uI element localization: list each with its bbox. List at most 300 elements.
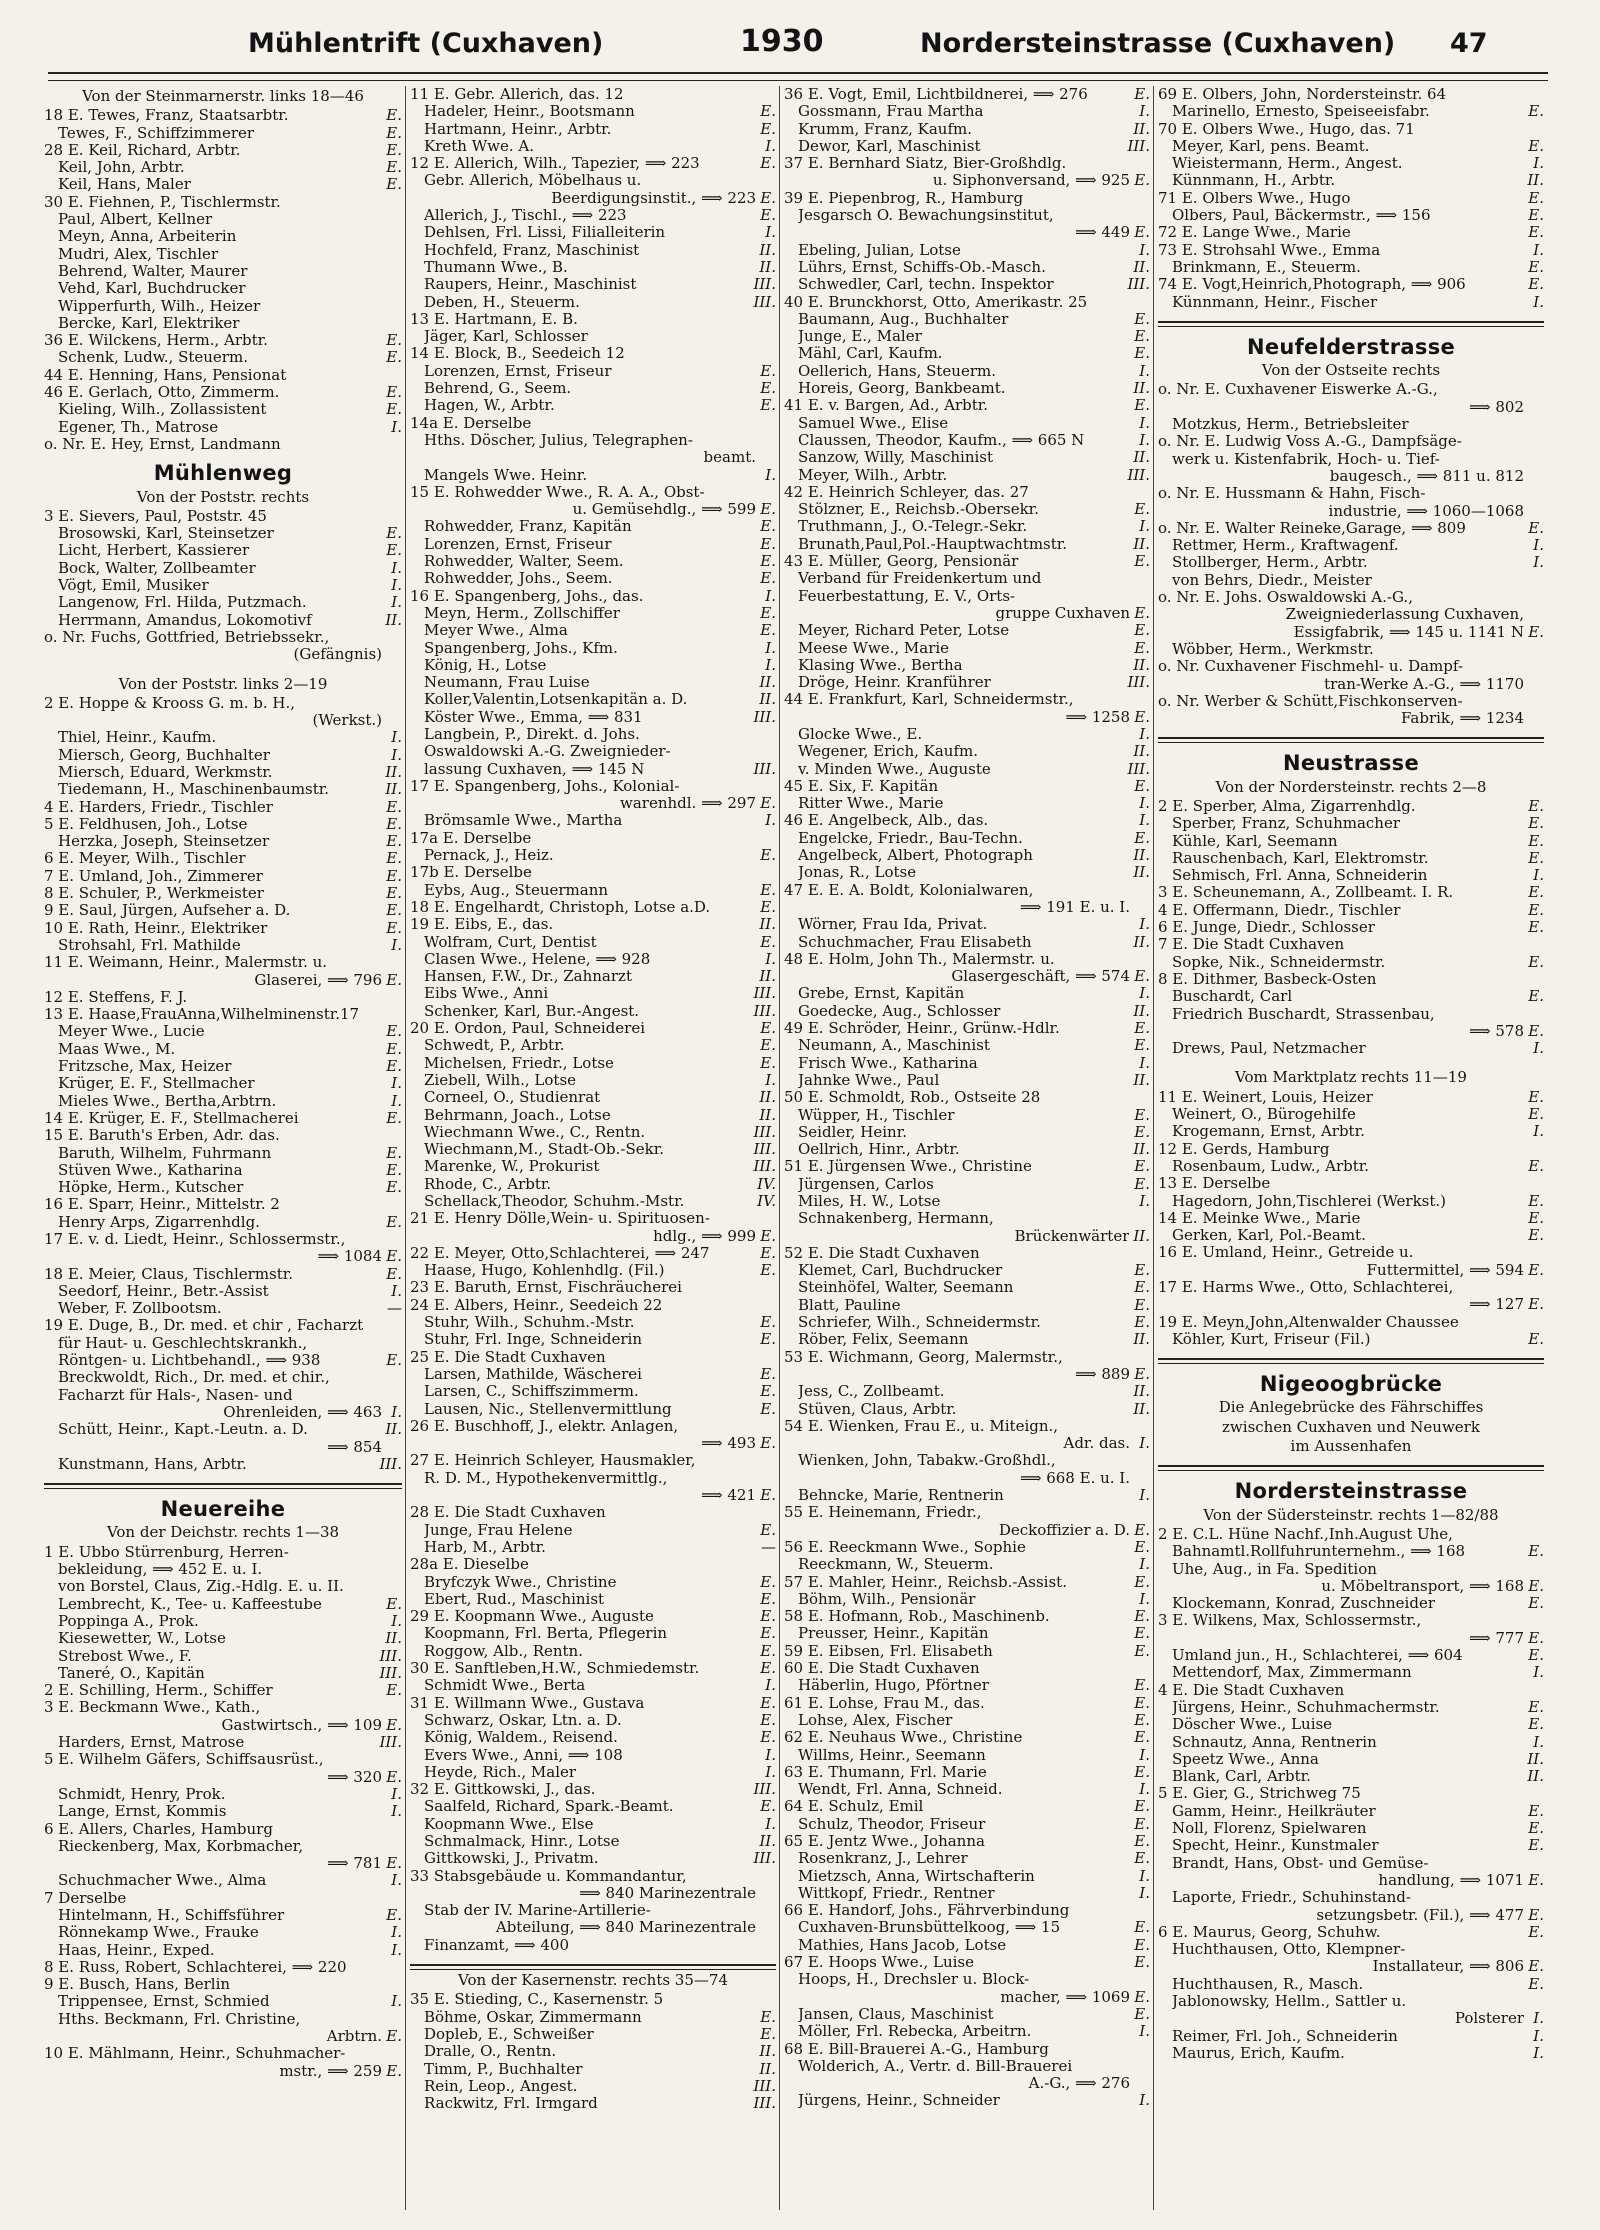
directory-entry: [410, 726, 776, 743]
floor-marker: II.: [759, 1105, 776, 1124]
floor-marker: [382, 1959, 402, 1976]
directory-entry: [1158, 121, 1544, 138]
directory-entry: [44, 1682, 402, 1699]
directory-entry: [784, 484, 1150, 501]
directory-entry: [410, 812, 776, 829]
floor-marker: I.: [765, 1676, 776, 1695]
directory-entry: [410, 1366, 776, 1383]
entry-text: Mieles Wwe., Bertha,Arbtrn.: [58, 1092, 277, 1110]
floor-marker: [382, 695, 402, 712]
directory-entry: [410, 1902, 776, 1919]
directory-entry: [410, 207, 776, 224]
directory-entry: [784, 1435, 1150, 1452]
entry-text: Frisch Wwe., Katharina: [798, 1054, 978, 1072]
directory-entry: [1158, 294, 1544, 311]
directory-entry: [44, 972, 402, 989]
entry-text: Blatt, Pauline: [798, 1296, 901, 1314]
floor-marker: E.: [760, 1399, 776, 1418]
directory-entry: [1158, 1647, 1544, 1664]
entry-text: ⟹ 421: [701, 1487, 756, 1505]
directory-entry: [784, 2006, 1150, 2023]
directory-entry: [1158, 1040, 1544, 1057]
floor-marker: [382, 1196, 402, 1213]
entry-text: Dopleb, E., Schweißer: [424, 2025, 594, 2043]
floor-marker: [382, 1231, 402, 1248]
floor-marker: E.: [760, 1261, 776, 1280]
entry-text: 67 E. Hoops Wwe., Luise: [784, 1954, 974, 1972]
directory-entry: [784, 467, 1150, 484]
directory-entry: [410, 138, 776, 155]
directory-entry: [410, 1279, 776, 1296]
entry-text: Spangenberg, Johs., Kfm.: [424, 639, 618, 657]
directory-entry: [410, 501, 776, 518]
floor-marker: [756, 415, 776, 432]
entry-text: Stuhr, Wilh., Schuhm.-Mstr.: [424, 1314, 635, 1332]
entry-text: 5 E. Feldhusen, Joh., Lotse: [44, 815, 248, 833]
section-subheading: Von der Ostseite rechts: [1261, 361, 1441, 380]
floor-marker: I.: [1139, 1866, 1150, 1885]
entry-text: (Gefängnis): [293, 646, 382, 664]
directory-entry: [44, 2011, 402, 2028]
entry-text: Glasergeschäft, ⟹ 574: [951, 968, 1130, 986]
directory-entry: [410, 1885, 776, 1902]
directory-entry: [1158, 902, 1544, 919]
directory-entry: [44, 1578, 402, 1595]
floor-marker: E.: [1528, 1628, 1544, 1647]
floor-marker: E.: [760, 1728, 776, 1747]
entry-text: Bercke, Karl, Elektriker: [58, 314, 240, 332]
floor-marker: [1524, 433, 1544, 450]
floor-marker: [382, 1335, 402, 1352]
entry-text: 24 E. Albers, Heinr., Seedeich 22: [410, 1296, 663, 1314]
directory-entry: [784, 1625, 1150, 1642]
section-rule: [1158, 1465, 1544, 1471]
floor-marker: E.: [386, 901, 402, 920]
entry-text: Angelbeck, Albert, Photograph: [798, 847, 1033, 865]
floor-marker: [382, 280, 402, 297]
floor-marker: E.: [760, 1693, 776, 1712]
entry-text: von Borstel, Claus, Zig.-Hdlg. E. u. II.: [58, 1578, 344, 1596]
floor-marker: [1524, 381, 1544, 398]
street-heading: Nigeoogbrücke: [1259, 1372, 1443, 1397]
entry-text: Rein, Leop., Angest.: [424, 2077, 578, 2095]
directory-entry: [44, 315, 402, 332]
entry-text: Hintelmann, H., Schiffsführer: [58, 1906, 285, 1924]
entry-text: 11 E. Weinert, Louis, Heizer: [1158, 1088, 1373, 1106]
directory-entry: [1158, 1175, 1544, 1192]
entry-text: Vehd, Karl, Buchdrucker: [58, 280, 246, 298]
directory-entry: [410, 864, 776, 881]
floor-marker: [756, 311, 776, 328]
entry-text: 56 E. Reeckmann Wwe., Sophie: [784, 1538, 1026, 1556]
floor-marker: E.: [386, 884, 402, 903]
entry-text: 54 E. Wienken, Frau E., u. Miteign.,: [784, 1417, 1059, 1435]
directory-entry: [44, 419, 402, 436]
page-header: [40, 18, 1560, 72]
directory-entry: [410, 1747, 776, 1764]
floor-marker: E.: [1134, 396, 1150, 415]
entry-text: 2 E. C.L. Hüne Nachf.,Inh.August Uhe,: [1158, 1525, 1453, 1543]
floor-marker: I.: [1139, 413, 1150, 432]
entry-text: Motzkus, Herm., Betriebsleiter: [1172, 416, 1409, 434]
entry-text: Gittkowski, J., Privatm.: [424, 1850, 599, 1868]
entry-text: Thiel, Heinr., Kaufm.: [58, 729, 217, 747]
spacer: [1158, 1057, 1544, 1067]
directory-entry: [1158, 1941, 1544, 1958]
entry-text: Lausen, Nic., Stellenvermittlung: [424, 1400, 672, 1418]
floor-marker: [1130, 951, 1150, 968]
directory-entry: [410, 1383, 776, 1400]
entry-text: 47 E. E. A. Boldt, Kolonialwaren,: [784, 881, 1034, 899]
floor-marker: [756, 1504, 776, 1521]
entry-text: 23 E. Baruth, Ernst, Fischräucherei: [410, 1279, 682, 1297]
floor-marker: E.: [1528, 1021, 1544, 1040]
entry-text: Huchthausen, R., Masch.: [1172, 1975, 1364, 1993]
floor-marker: [1524, 86, 1544, 103]
entry-text: Gebr. Allerich, Möbelhaus u.: [424, 172, 642, 190]
directory-entry: [1158, 850, 1544, 867]
entry-text: Stüven Wwe., Katharina: [58, 1161, 243, 1179]
floor-marker: [382, 246, 402, 263]
entry-text: Glocke Wwe., E.: [798, 725, 923, 743]
directory-entry: [410, 1539, 776, 1556]
directory-entry: [44, 1023, 402, 1040]
directory-entry: [44, 176, 402, 193]
floor-marker: [1130, 1902, 1150, 1919]
entry-text: 44 E. Henning, Hans, Pensionat: [44, 366, 287, 384]
entry-text: Umland jun., H., Schlachterei, ⟹ 604: [1172, 1647, 1463, 1665]
floor-marker: [1524, 676, 1544, 693]
entry-text: Jahnke Wwe., Paul: [798, 1071, 940, 1089]
entry-text: 39 E. Piepenbrog, R., Hamburg: [784, 189, 1024, 207]
street-heading: Neuereihe: [160, 1497, 286, 1522]
directory-entry: [410, 1210, 776, 1227]
entry-text: ⟹ 1258: [1065, 708, 1130, 726]
floor-marker: [1524, 658, 1544, 675]
floor-marker: E.: [760, 206, 776, 225]
entry-text: Blank, Carl, Arbtr.: [1172, 1768, 1311, 1786]
entry-text: tran-Werke A.-G., ⟹ 1170: [1324, 675, 1524, 693]
directory-entry: [410, 553, 776, 570]
directory-entry: [784, 345, 1150, 362]
floor-marker: I.: [391, 728, 402, 747]
directory-entry: [784, 691, 1150, 708]
floor-marker: II.: [1133, 932, 1150, 951]
entry-text: Klasing Wwe., Bertha: [798, 656, 963, 674]
floor-marker: E.: [1528, 1329, 1544, 1348]
directory-entry: [44, 1006, 402, 1023]
entry-text: Taneré, O., Kapitän: [58, 1664, 205, 1682]
entry-text: 63 E. Thumann, Frl. Marie: [784, 1763, 987, 1781]
directory-entry: [44, 868, 402, 885]
directory-entry: [784, 1798, 1150, 1815]
directory-entry: [1158, 624, 1544, 641]
entry-text: Abteilung, ⟹ 840 Marinezentrale: [495, 1919, 756, 1937]
directory-entry: [784, 899, 1150, 916]
floor-marker: I.: [1533, 292, 1544, 311]
directory-entry: [784, 1158, 1150, 1175]
directory-entry: [784, 622, 1150, 639]
entry-text: 29 E. Koopmann Wwe., Auguste: [410, 1608, 654, 1626]
entry-text: Meyer, Karl, pens. Beamt.: [1172, 137, 1370, 155]
entry-text: Laporte, Friedr., Schuhinstand-: [1172, 1889, 1411, 1907]
directory-entry: [1158, 103, 1544, 120]
directory-entry: [784, 570, 1150, 587]
entry-text: 27 E. Heinrich Schleyer, Hausmakler,: [410, 1452, 696, 1470]
entry-text: Ohrenleiden, ⟹ 463: [223, 1403, 382, 1421]
floor-marker: [382, 1006, 402, 1023]
entry-text: 36 E. Wilckens, Herm., Arbtr.: [44, 332, 268, 350]
floor-marker: E.: [1528, 1819, 1544, 1838]
floor-marker: E.: [760, 2024, 776, 2043]
floor-marker: E.: [1134, 2004, 1150, 2023]
floor-marker: E.: [1528, 518, 1544, 537]
entry-text: Behrend, Walter, Maurer: [58, 262, 248, 280]
entry-text: Jesgarsch O. Bewachungsinstitut,: [798, 207, 1054, 225]
floor-marker: E.: [1528, 1542, 1544, 1561]
entry-text: Sperber, Franz, Schuhmacher: [1172, 815, 1401, 833]
directory-entry: [784, 224, 1150, 241]
entry-text: Futtermittel, ⟹ 594: [1366, 1261, 1524, 1279]
floor-marker: [1130, 1470, 1150, 1487]
directory-entry: [1158, 2028, 1544, 2045]
entry-text: 11 E. Gebr. Allerich, das. 12: [410, 86, 624, 103]
floor-marker: [1130, 1349, 1150, 1366]
entry-text: Engelcke, Friedr., Bau-Techn.: [798, 829, 1023, 847]
entry-text: o. Nr. E. Hussmann & Hahn, Fisch-: [1158, 485, 1426, 503]
directory-entry: [410, 380, 776, 397]
entry-text: 45 E. Six, F. Kapitän: [784, 777, 939, 795]
floor-marker: E.: [1134, 603, 1150, 622]
directory-entry: [44, 228, 402, 245]
floor-marker: [1130, 691, 1150, 708]
directory-entry: [44, 1838, 402, 1855]
entry-text: 8 E. Russ, Robert, Schlachterei, ⟹ 220: [44, 1958, 347, 1976]
directory-entry: [1158, 1526, 1544, 1543]
directory-entry: [410, 518, 776, 535]
floor-marker: II.: [1133, 1330, 1150, 1349]
entry-text: Krogemann, Ernst, Arbtr.: [1172, 1123, 1365, 1141]
section-rule: [410, 1964, 776, 1970]
entry-text: 16 E. Umland, Heinr., Getreide u.: [1158, 1244, 1414, 1262]
spacer: [44, 664, 402, 674]
directory-entry: [44, 577, 402, 594]
floor-marker: I.: [1139, 517, 1150, 536]
floor-marker: E.: [1134, 828, 1150, 847]
directory-entry: [784, 1141, 1150, 1158]
floor-marker: I.: [1139, 915, 1150, 934]
entry-text: 25 E. Die Stadt Cuxhaven: [410, 1348, 606, 1366]
floor-marker: [1524, 1006, 1544, 1023]
directory-entry: [410, 1331, 776, 1348]
directory-entry: [1158, 207, 1544, 224]
floor-marker: [1524, 451, 1544, 468]
floor-marker: E.: [760, 379, 776, 398]
entry-text: Stüven, Claus, Arbtr.: [798, 1400, 957, 1418]
floor-marker: E.: [386, 832, 402, 851]
directory-entry: [784, 1418, 1150, 1435]
floor-marker: [1524, 1314, 1544, 1331]
directory-entry: [410, 467, 776, 484]
directory-entry: [1158, 451, 1544, 468]
header-left-street: Mühlentrift (Cuxhaven): [248, 28, 604, 59]
directory-entry: [1158, 433, 1544, 450]
directory-entry: [784, 1937, 1150, 1954]
entry-text: Wöbber, Herm., Werkmstr.: [1172, 640, 1374, 658]
directory-entry: [410, 328, 776, 345]
directory-entry: [44, 747, 402, 764]
floor-marker: [382, 315, 402, 332]
directory-entry: [784, 2023, 1150, 2040]
floor-marker: [1524, 641, 1544, 658]
floor-marker: I.: [765, 811, 776, 830]
entry-text: Saalfeld, Richard, Spark.-Beamt.: [424, 1798, 674, 1816]
entry-text: 19 E. Eibs, E., das.: [410, 916, 554, 934]
entry-text: 5 E. Wilhelm Gäfers, Schiffsausrüst.,: [44, 1751, 324, 1769]
entry-text: Preusser, Heinr., Kapitän: [798, 1625, 989, 1643]
directory-entry: [410, 2078, 776, 2095]
directory-entry: [784, 1971, 1150, 1988]
entry-text: Miles, H. W., Lotse: [798, 1193, 941, 1210]
directory-entry: [784, 795, 1150, 812]
directory-entry: [784, 415, 1150, 432]
entry-text: Uhe, Aug., in Fa. Spedition: [1172, 1560, 1377, 1578]
floor-marker: E.: [386, 106, 402, 125]
entry-text: Haas, Heinr., Exped.: [58, 1941, 215, 1959]
entry-text: Meyn, Anna, Arbeiterin: [58, 228, 237, 246]
floor-marker: II.: [385, 780, 402, 799]
entry-text: ⟹ 840 Marinezentrale: [579, 1884, 756, 1902]
entry-text: 42 E. Heinrich Schleyer, das. 27: [784, 483, 1029, 501]
floor-marker: III.: [379, 1733, 402, 1752]
directory-entry: [1158, 1803, 1544, 1820]
directory-entry: [1158, 658, 1544, 675]
directory-entry: [784, 726, 1150, 743]
directory-entry: [44, 2045, 402, 2062]
floor-marker: E.: [1134, 1278, 1150, 1297]
floor-marker: E.: [386, 1594, 402, 1613]
floor-marker: E.: [386, 849, 402, 868]
directory-entry: [784, 363, 1150, 380]
entry-text: Schütt, Heinr., Kapt.-Leutn. a. D.: [58, 1421, 308, 1439]
directory-entry: [44, 508, 402, 525]
directory-entry: [1158, 1716, 1544, 1733]
floor-marker: I.: [765, 1745, 776, 1764]
floor-marker: [1524, 485, 1544, 502]
directory-entry: [410, 1816, 776, 1833]
directory-entry: [410, 709, 776, 726]
floor-marker: E.: [1134, 1624, 1150, 1643]
directory-entry: [410, 1020, 776, 1037]
directory-entry: [1158, 416, 1544, 433]
floor-marker: E.: [386, 541, 402, 560]
directory-entry: [44, 1352, 402, 1369]
floor-marker: [756, 1902, 776, 1919]
directory-entry: [44, 246, 402, 263]
floor-marker: E.: [386, 1681, 402, 1700]
directory-entry: [784, 1729, 1150, 1746]
entry-text: 28 E. Die Stadt Cuxhaven: [410, 1504, 606, 1522]
entry-text: 49 E. Schröder, Heinr., Grünw.-Hdlr.: [784, 1020, 1060, 1038]
floor-marker: E.: [1528, 1974, 1544, 1993]
entry-text: Schmidt, Henry, Prok.: [58, 1785, 226, 1803]
floor-marker: II.: [1133, 448, 1150, 467]
entry-text: Maas Wwe., M.: [58, 1040, 176, 1058]
street-heading: Nordersteinstrasse: [1234, 1479, 1468, 1504]
directory-entry: [44, 1907, 402, 1924]
entry-text: 14 E. Block, B., Seedeich 12: [410, 345, 625, 363]
entry-text: Köhler, Kurt, Friseur (Fil.): [1172, 1330, 1371, 1348]
entry-text: Fabrik, ⟹ 1234: [1401, 710, 1524, 728]
directory-entry: [784, 138, 1150, 155]
directory-entry: [44, 612, 402, 629]
directory-entry: [44, 1544, 402, 1561]
directory-entry: [784, 328, 1150, 345]
entry-text: Hansen, F.W., Dr., Zahnarzt: [424, 968, 632, 986]
floor-marker: I.: [1139, 1555, 1150, 1574]
entry-text: ⟹ 493: [701, 1435, 756, 1453]
directory-entry: [1158, 1924, 1544, 1941]
entry-text: Huchthausen, Otto, Klempner-: [1172, 1941, 1406, 1959]
entry-text: 2 E. Sperber, Alma, Zigarrenhdlg.: [1158, 797, 1416, 815]
floor-marker: E.: [1134, 1831, 1150, 1850]
floor-marker: I.: [1139, 1589, 1150, 1608]
floor-marker: III.: [753, 1780, 776, 1799]
floor-marker: E.: [760, 1226, 776, 1245]
directory-entry: [44, 816, 402, 833]
floor-marker: [1524, 399, 1544, 416]
entry-text: 3 E. Sievers, Paul, Poststr. 45: [44, 507, 267, 525]
floor-marker: [1524, 1561, 1544, 1578]
entry-text: ⟹ 777: [1469, 1629, 1524, 1647]
entry-text: Dehlsen, Frl. Lissi, Filialleiterin: [424, 224, 666, 242]
floor-marker: E.: [760, 1572, 776, 1591]
directory-entry: [410, 1037, 776, 1054]
floor-marker: [1130, 155, 1150, 172]
floor-marker: I.: [765, 586, 776, 605]
directory-entry: [44, 799, 402, 816]
directory-entry: [1158, 1279, 1544, 1296]
floor-marker: [756, 726, 776, 743]
floor-marker: E.: [760, 517, 776, 536]
entry-text: Klockemann, Konrad, Zuschneider: [1172, 1595, 1435, 1613]
directory-entry: [1158, 485, 1544, 502]
directory-entry: [784, 1522, 1150, 1539]
entry-text: 71 E. Olbers Wwe., Hugo: [1158, 189, 1351, 207]
floor-marker: E.: [386, 331, 402, 350]
directory-entry: [410, 570, 776, 587]
entry-text: Steinhöfel, Walter, Seemann: [798, 1279, 1014, 1297]
floor-marker: E.: [1134, 1261, 1150, 1280]
directory-entry: [410, 1868, 776, 1885]
entry-text: Hadeler, Heinr., Bootsmann: [424, 103, 635, 121]
entry-text: o. Nr. E. Ludwig Voss A.-G., Dampfsäge-: [1158, 433, 1462, 451]
floor-marker: III.: [1127, 275, 1150, 294]
entry-text: Jürgens, Heinr., Schuhmachermstr.: [1172, 1698, 1440, 1716]
entry-text: 17 E. Harms Wwe., Otto, Schlachterei,: [1158, 1279, 1454, 1296]
floor-marker: E.: [386, 383, 402, 402]
directory-entry: [784, 1470, 1150, 1487]
floor-marker: [756, 1991, 776, 2008]
directory-entry: [410, 276, 776, 293]
entry-text: Olbers, Paul, Bäckermstr., ⟹ 156: [1172, 207, 1431, 225]
directory-entry: [410, 1643, 776, 1660]
entry-text: 13 E. Derselbe: [1158, 1175, 1271, 1193]
directory-entry: [410, 778, 776, 795]
entry-text: Stölzner, E., Reichsb.-Obersekr.: [798, 501, 1039, 519]
directory-entry: [44, 1145, 402, 1162]
directory-entry: [1158, 1006, 1544, 1023]
